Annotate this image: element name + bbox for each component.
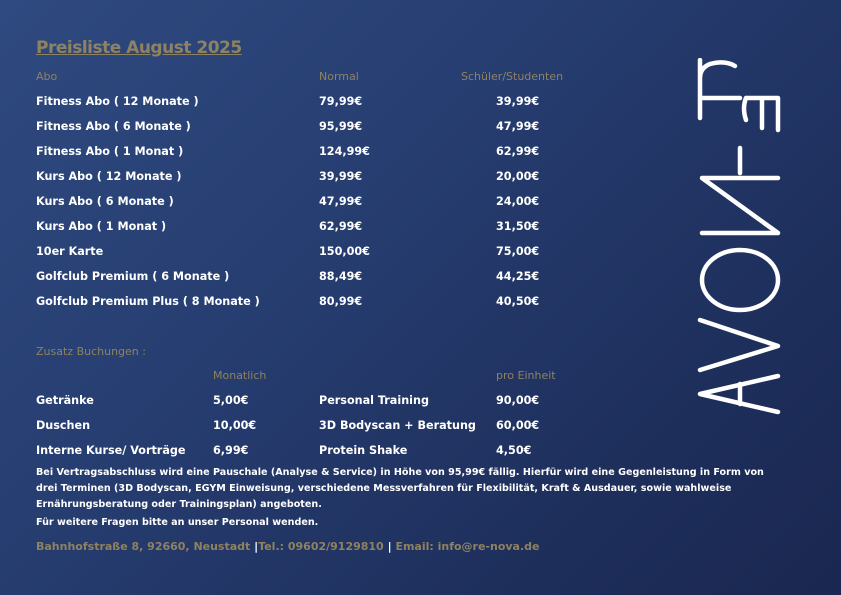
abo-name: Golfclub Premium Plus ( 8 Monate ) xyxy=(36,295,260,308)
abo-normal-price: 95,99€ xyxy=(319,120,363,133)
contract-note: Bei Vertragsabschluss wird eine Pauschale (Analyse & Service) in Höhe von 95,99€ fällig. Hierfür wird eine Gegenleistung in Form von drei Terminen (3D Bodyscan, EGYM Einweisung, verschiedene Messverfahren für Flexibilität, Kraft & Ausdauer, sowie wahlweise Ernährungsberatung oder Trainingsplan) angeboten. xyxy=(36,467,764,510)
abo-name: 10er Karte xyxy=(36,245,104,258)
abo-name: Kurs Abo ( 1 Monat ) xyxy=(36,220,167,233)
monthly-item-name: Interne Kurse/ Vorträge xyxy=(36,444,186,457)
abo-name: Golfclub Premium ( 6 Monate ) xyxy=(36,270,230,283)
abo-student-price: 20,00€ xyxy=(496,170,540,183)
unit-item-name: 3D Bodyscan + Beratung xyxy=(319,419,476,432)
abo-student-price: 40,50€ xyxy=(496,295,540,308)
footer-address: Bahnhofstraße 8, 92660, Neustadt xyxy=(36,540,251,553)
header-student: Schüler/Studenten xyxy=(461,70,564,83)
abo-student-price: 24,00€ xyxy=(496,195,540,208)
monthly-item-price: 5,00€ xyxy=(213,394,249,407)
abo-normal-price: 62,99€ xyxy=(319,220,363,233)
zusatz-title: Zusatz Buchungen : xyxy=(36,345,146,358)
abo-student-price: 75,00€ xyxy=(496,245,540,258)
abo-name: Kurs Abo ( 6 Monate ) xyxy=(36,195,174,208)
header-normal: Normal xyxy=(319,70,359,83)
monthly-header: Monatlich xyxy=(213,369,267,382)
footer-separator: | xyxy=(254,540,259,553)
abo-normal-price: 80,99€ xyxy=(319,295,363,308)
unit-item-price: 90,00€ xyxy=(496,394,540,407)
abo-student-price: 39,99€ xyxy=(496,95,540,108)
abo-student-price: 44,25€ xyxy=(496,270,540,283)
footer xyxy=(36,540,540,553)
unit-item-name: Personal Training xyxy=(319,394,429,407)
abo-name: Kurs Abo ( 12 Monate ) xyxy=(36,170,182,183)
footer-separator: | xyxy=(387,540,392,553)
abo-student-price: 62,99€ xyxy=(496,145,540,158)
abo-normal-price: 124,99€ xyxy=(319,145,370,158)
abo-name: Fitness Abo ( 1 Monat ) xyxy=(36,145,184,158)
abo-student-price: 47,99€ xyxy=(496,120,540,133)
unit-header: pro Einheit xyxy=(496,369,556,382)
abo-normal-price: 47,99€ xyxy=(319,195,363,208)
footer-email: Email: info@re-nova.de xyxy=(395,540,540,553)
re-nova-logo xyxy=(690,58,790,418)
contact-note: Für weitere Fragen bitte an unser Personal wenden. xyxy=(36,517,319,528)
monthly-item-name: Getränke xyxy=(36,394,94,407)
abo-normal-price: 39,99€ xyxy=(319,170,363,183)
abo-name: Fitness Abo ( 12 Monate ) xyxy=(36,95,199,108)
monthly-item-price: 6,99€ xyxy=(213,444,249,457)
abo-name: Fitness Abo ( 6 Monate ) xyxy=(36,120,191,133)
abo-normal-price: 150,00€ xyxy=(319,245,370,258)
monthly-item-name: Duschen xyxy=(36,419,91,432)
monthly-item-price: 10,00€ xyxy=(213,419,257,432)
header-abo: Abo xyxy=(36,70,58,83)
abo-normal-price: 88,49€ xyxy=(319,270,363,283)
unit-item-price: 4,50€ xyxy=(496,444,532,457)
abo-student-price: 31,50€ xyxy=(496,220,540,233)
page-title: Preisliste August 2025 xyxy=(36,38,242,58)
unit-item-price: 60,00€ xyxy=(496,419,540,432)
unit-item-name: Protein Shake xyxy=(319,444,408,457)
abo-normal-price: 79,99€ xyxy=(319,95,363,108)
footer-phone: Tel.: 09602/9129810 xyxy=(258,540,384,553)
